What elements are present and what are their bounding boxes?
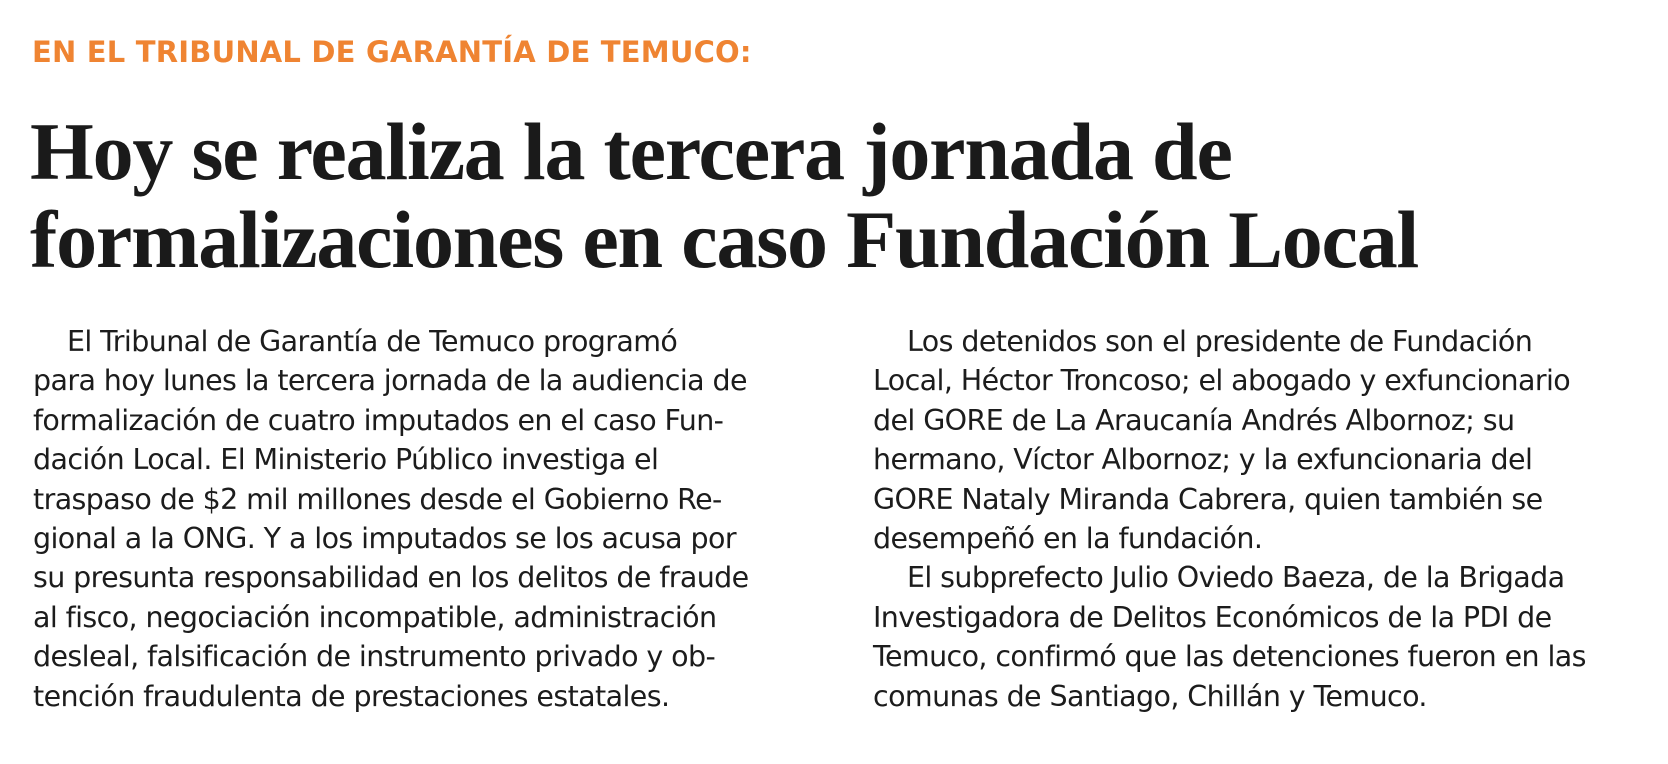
headline-line: Hoy se realiza la tercera jornada de bbox=[30, 106, 1232, 197]
paragraph-line: El Tribunal de Garantía de Temuco programó bbox=[67, 325, 678, 358]
paragraph-line: desleal, falsificación de instrumento privado y ob- bbox=[33, 640, 716, 674]
paragraph-line: traspaso de $2 mil millones desde el Gobierno Re- bbox=[33, 482, 722, 516]
paragraph-line: Local, Héctor Troncoso; el abogado y exfuncionario bbox=[873, 364, 1571, 398]
kicker: EN EL TRIBUNAL DE GARANTÍA DE TEMUCO: bbox=[32, 35, 752, 69]
paragraph-line: su presunta responsabilidad en los delitos de fraude bbox=[33, 561, 749, 595]
paragraph-line: dación Local. El Ministerio Público investiga el bbox=[33, 443, 659, 477]
paragraph-line: El subprefecto Julio Oviedo Baeza, de la Brigada bbox=[907, 561, 1565, 595]
paragraph-line: Investigadora de Delitos Económicos de la PDI de bbox=[873, 600, 1552, 634]
paragraph-line: para hoy lunes la tercera jornada de la audiencia de bbox=[33, 364, 747, 398]
paragraph-line: hermano, Víctor Albornoz; y la exfuncionaria del bbox=[873, 443, 1533, 477]
paragraph-line: formalización de cuatro imputados en el caso Fun- bbox=[33, 403, 724, 437]
headline bbox=[30, 108, 1640, 284]
paragraph-line: Temuco, confirmó que las detenciones fueron en las bbox=[873, 640, 1586, 674]
paragraph-line: gional a la ONG. Y a los imputados se los acusa por bbox=[33, 522, 736, 556]
paragraph-line: GORE Nataly Miranda Cabrera, quien también se bbox=[873, 482, 1543, 516]
body-column-right bbox=[873, 322, 1653, 716]
paragraph-line: comunas de Santiago, Chillán y Temuco. bbox=[873, 679, 1427, 713]
body-column-left bbox=[33, 322, 783, 716]
paragraph-line: del GORE de La Araucanía Andrés Albornoz; su bbox=[873, 403, 1515, 437]
paragraph-line: tención fraudulenta de prestaciones estatales. bbox=[33, 679, 670, 713]
paragraph-line: desempeñó en la fundación. bbox=[873, 522, 1263, 556]
headline-line: formalizaciones en caso Fundación Local bbox=[30, 194, 1419, 285]
paragraph-line: Los detenidos son el presidente de Fundación bbox=[907, 325, 1533, 358]
paragraph-line: al fisco, negociación incompatible, administración bbox=[33, 600, 717, 634]
